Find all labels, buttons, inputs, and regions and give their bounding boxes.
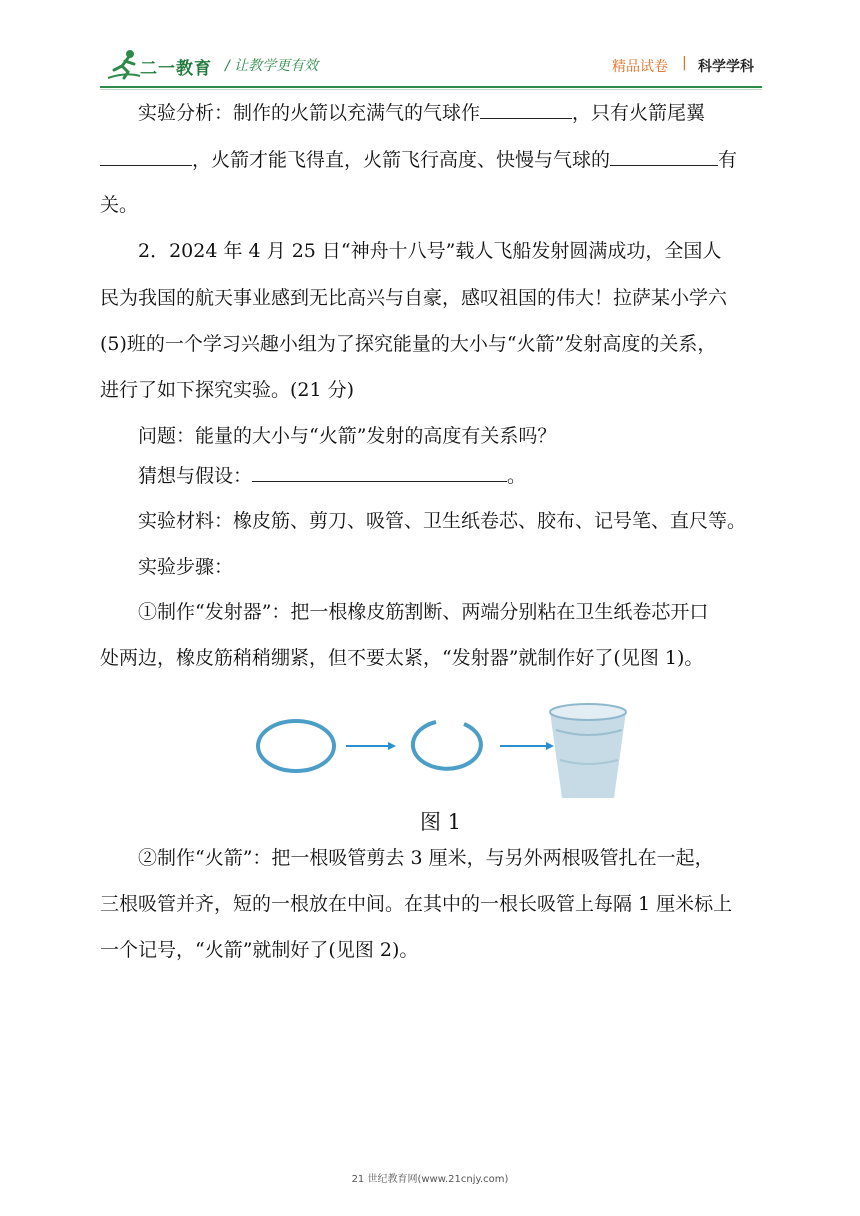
question-2-line-2: 民为我国的航天事业感到无比高兴与自豪，感叹祖国的伟大！拉萨某小学六 (100, 287, 728, 309)
analysis-blank-3[interactable] (610, 145, 718, 166)
analysis-blank-1[interactable] (480, 98, 572, 119)
step-2-line-2: 三根吸管并齐，短的一根放在中间。在其中的一根长吸管上每隔 1 厘米标上 (100, 893, 733, 915)
rubber-band-icon (258, 721, 334, 771)
header-rule-thin (100, 89, 762, 90)
figure-1-caption: 图 1 (420, 810, 462, 834)
analysis-text-2b: 有 (718, 149, 738, 171)
analysis-line-1 (138, 98, 768, 127)
header-divider: | (682, 55, 687, 71)
analysis-text-2a: ，火箭才能飞得直，火箭飞行高度、快慢与气球的 (192, 149, 611, 171)
hypothesis-blank[interactable] (252, 461, 507, 482)
step-1-line-2: 处两边，橡皮筋稍稍绷紧，但不要太紧，“发射器”就制作好了(见图 1)。 (100, 647, 704, 669)
step-2-line-3: 一个记号，“火箭”就制好了(见图 2)。 (100, 939, 419, 961)
paper-roll-launcher-icon (550, 704, 626, 798)
steps-title: 实验步骤： (138, 556, 234, 578)
analysis-line-3: 关。 (100, 194, 139, 216)
hypothesis-line (138, 461, 768, 490)
brand-slogan: / 让教学更有效 (225, 58, 319, 74)
analysis-line-2 (100, 145, 765, 174)
page-footer: 21 世纪教育网(www.21cnjy.com) (351, 1174, 509, 1185)
page-header (0, 0, 860, 90)
step-2-line-1: ②制作“火箭”：把一根吸管剪去 3 厘米，与另外两根吸管扎在一起， (138, 847, 714, 869)
question-text: 问题：能量的大小与“火箭”发射的高度有关系吗？ (138, 425, 557, 447)
figure-1-launcher-illustration (250, 700, 630, 800)
hypothesis-end: 。 (507, 465, 527, 487)
step-1-line-1: ①制作“发射器”：把一根橡皮筋割断、两端分别粘在卫生纸卷芯开口 (138, 601, 709, 623)
header-rule (100, 86, 762, 88)
question-2-line-3: (5)班的一个学习兴趣小组为了探究能量的大小与“火箭”发射高度的关系， (100, 333, 717, 355)
materials-line: 实验材料：橡皮筋、剪刀、吸管、卫生纸卷芯、胶布、记号笔、直尺等。 (138, 510, 747, 532)
cut-rubber-band-icon (413, 722, 481, 769)
question-2-line-1: 2．2024 年 4 月 25 日“神舟十八号”载人飞船发射圆满成功，全国人 (138, 240, 722, 262)
hypothesis-label: 猜想与假设： (138, 465, 253, 487)
analysis-text-1b: ，只有火箭尾翼 (572, 102, 706, 124)
analysis-text-1a: 实验分析：制作的火箭以充满气的气球作 (138, 102, 481, 124)
subject-label: 科学学科 (698, 59, 754, 75)
analysis-blank-2[interactable] (100, 145, 192, 166)
question-2-line-4: 进行了如下探究实验。(21 分) (100, 379, 355, 401)
quality-badge: 精品试卷 (612, 59, 668, 75)
brand-name: 二一教育 (140, 59, 212, 79)
